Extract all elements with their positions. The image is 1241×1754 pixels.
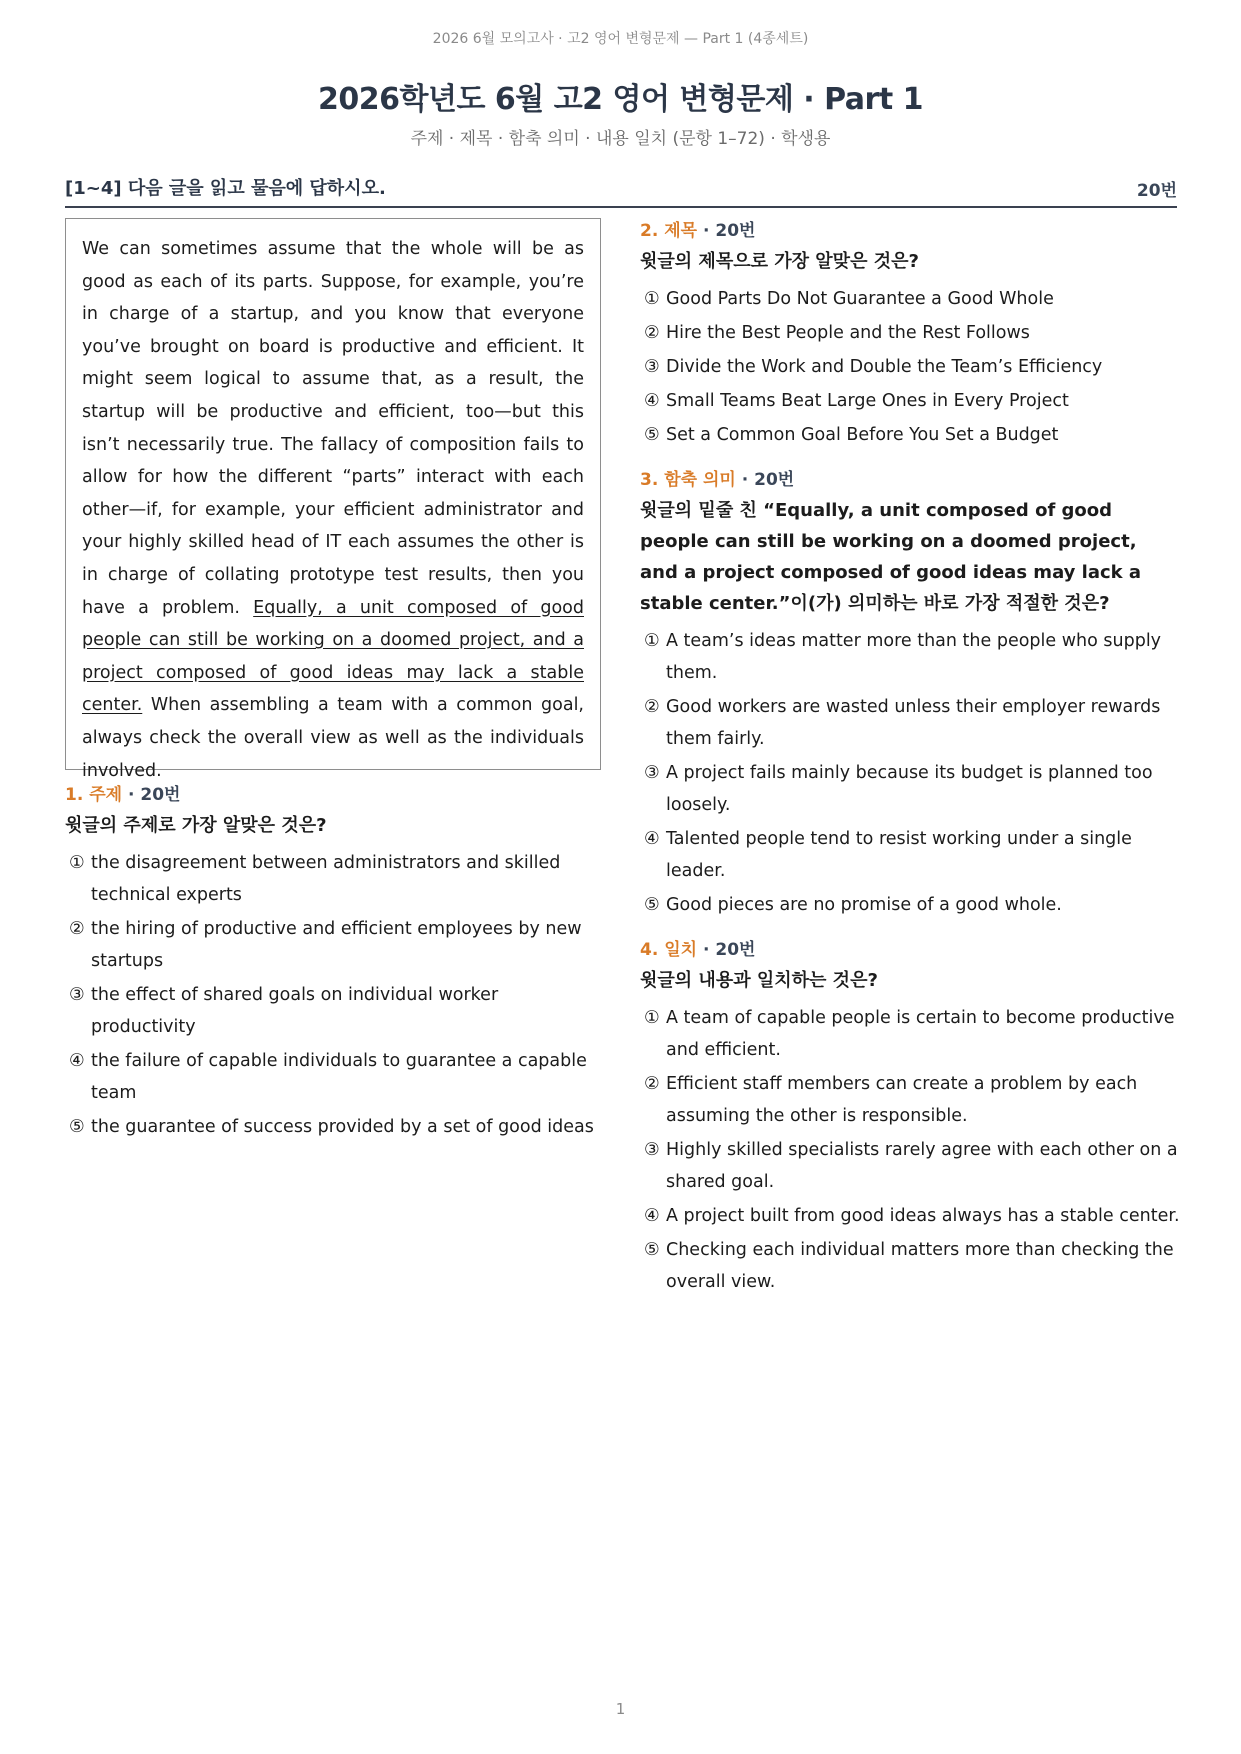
question-ref: 20번 xyxy=(140,785,181,805)
option-1[interactable] xyxy=(640,1002,1180,1066)
page-subtitle: 주제 · 제목 · 함축 의미 · 내용 일치 (문항 1–72) · 학생용 xyxy=(410,129,831,149)
question-label xyxy=(640,935,1180,965)
question-ref: 20번 xyxy=(715,221,756,241)
option-2[interactable] xyxy=(640,1068,1180,1132)
question-separator: · xyxy=(741,470,749,490)
section-header xyxy=(65,172,1177,208)
option-text: Good workers are wasted unless their employer rewards them fairly. xyxy=(666,697,1161,749)
option-3[interactable] xyxy=(65,979,605,1043)
option-mark: ④ xyxy=(644,829,660,849)
option-2[interactable] xyxy=(640,317,1180,349)
reading-passage xyxy=(65,218,601,781)
option-5[interactable] xyxy=(640,1234,1180,1298)
option-mark: ② xyxy=(644,323,660,343)
option-text: Highly skilled specialists rarely agree with each other on a shared goal. xyxy=(666,1140,1178,1192)
option-5[interactable] xyxy=(65,1111,605,1143)
left-column xyxy=(65,780,605,1157)
option-mark: ⑤ xyxy=(644,1240,660,1260)
option-mark: ③ xyxy=(644,357,660,377)
option-mark: ① xyxy=(644,631,660,651)
section-number: 20번 xyxy=(1136,181,1177,201)
question-1 xyxy=(65,780,605,1143)
option-5[interactable] xyxy=(640,419,1180,451)
option-mark: ⑤ xyxy=(69,1117,85,1137)
option-1[interactable] xyxy=(640,283,1180,315)
option-text: Checking each individual matters more than checking the overall view. xyxy=(666,1240,1174,1292)
option-text: Talented people tend to resist working under a single leader. xyxy=(666,829,1132,881)
option-mark: ③ xyxy=(644,763,660,783)
option-text: the guarantee of success provided by a set of good ideas xyxy=(91,1117,594,1137)
question-prompt: 윗글의 밑줄 친 “Equally, a unit composed of good people can still be working on a doomed project, and a project composed of good ideas may lack a stable center.”이(가) 의미하는 바로 가장 적절한 것은? xyxy=(640,500,1142,614)
option-mark: ① xyxy=(644,289,660,309)
option-mark: ③ xyxy=(644,1140,660,1160)
option-text: A project built from good ideas always has a stable center. xyxy=(666,1206,1180,1226)
question-number: 4. xyxy=(640,940,659,960)
question-type: 일치 xyxy=(664,940,698,960)
option-text: A team’s ideas matter more than the people who supply them. xyxy=(666,631,1162,683)
option-mark: ③ xyxy=(69,985,85,1005)
page-number: 1 xyxy=(615,1700,626,1718)
option-text: Efficient staff members can create a problem by each assuming the other is responsible. xyxy=(666,1074,1138,1126)
question-type: 함축 의미 xyxy=(664,470,736,490)
option-3[interactable] xyxy=(640,351,1180,383)
section-instruction: [1~4] 다음 글을 읽고 물음에 답하시오. xyxy=(65,178,386,199)
option-text: Good pieces are no promise of a good whole. xyxy=(666,895,1062,915)
option-4[interactable] xyxy=(640,823,1180,887)
option-text: Good Parts Do Not Guarantee a Good Whole xyxy=(666,289,1054,309)
question-label xyxy=(640,216,1180,246)
question-number: 1. xyxy=(65,785,84,805)
option-mark: ② xyxy=(644,697,660,717)
option-mark: ② xyxy=(69,919,85,939)
passage-text-before: We can sometimes assume that the whole will be as good as each of its parts. Suppose, for example, you’re in charge of a startup, and you know that everyone you’ve brought on board is productive and efficient. It might seem logical to assume that, as a result, the startup will be productive and efficient, too—but this isn’t necessarily true. The fallacy of composition fails to allow for how the different “parts” interact with each other—if, for example, your efficient administrator and your highly skilled head of IT each assumes the other is in charge of collating prototype test results, then you have a problem. xyxy=(82,239,584,618)
option-text: the disagreement between administrators and skilled technical experts xyxy=(91,853,561,905)
question-ref: 20번 xyxy=(715,940,756,960)
option-mark: ⑤ xyxy=(644,895,660,915)
right-column xyxy=(640,216,1180,1312)
question-type: 주제 xyxy=(89,785,123,805)
option-1[interactable] xyxy=(65,847,605,911)
option-text: Hire the Best People and the Rest Follows xyxy=(666,323,1030,343)
question-type: 제목 xyxy=(664,221,698,241)
option-text: the hiring of productive and efficient employees by new startups xyxy=(91,919,582,971)
question-label xyxy=(65,780,605,810)
question-prompt: 윗글의 제목으로 가장 알맞은 것은? xyxy=(640,251,919,272)
option-text: A project fails mainly because its budget is planned too loosely. xyxy=(666,763,1153,815)
question-ref: 20번 xyxy=(754,470,795,490)
option-mark: ① xyxy=(644,1008,660,1028)
option-4[interactable] xyxy=(65,1045,605,1109)
option-mark: ① xyxy=(69,853,85,873)
question-separator: · xyxy=(128,785,135,805)
option-5[interactable] xyxy=(640,889,1180,921)
question-4 xyxy=(640,935,1180,1298)
option-4[interactable] xyxy=(640,1200,1180,1232)
option-2[interactable] xyxy=(640,691,1180,755)
option-1[interactable] xyxy=(640,625,1180,689)
option-mark: ④ xyxy=(69,1051,85,1071)
option-mark: ② xyxy=(644,1074,660,1094)
question-3 xyxy=(640,465,1180,921)
option-4[interactable] xyxy=(640,385,1180,417)
question-prompt: 윗글의 주제로 가장 알맞은 것은? xyxy=(65,815,327,836)
question-label xyxy=(640,465,1180,495)
running-head: 2026 6월 모의고사 · 고2 영어 변형문제 — Part 1 (4종세트) xyxy=(432,31,809,47)
passage-underlined-sentence: Equally, a unit composed of good people can still be working on a doomed project, and a project composed of good ideas may lack a stable center. xyxy=(82,597,584,716)
option-mark: ⑤ xyxy=(644,425,660,445)
option-mark: ④ xyxy=(644,1206,660,1226)
option-mark: ④ xyxy=(644,391,660,411)
option-text: the effect of shared goals on individual worker productivity xyxy=(91,985,499,1037)
option-text: A team of capable people is certain to become productive and efficient. xyxy=(666,1008,1175,1060)
question-separator: · xyxy=(703,221,710,241)
question-2 xyxy=(640,216,1180,451)
option-2[interactable] xyxy=(65,913,605,977)
question-prompt: 윗글의 내용과 일치하는 것은? xyxy=(640,970,878,991)
question-separator: · xyxy=(703,940,710,960)
option-3[interactable] xyxy=(640,1134,1180,1198)
option-text: Set a Common Goal Before You Set a Budget xyxy=(666,425,1059,445)
option-text: the failure of capable individuals to guarantee a capable team xyxy=(91,1051,587,1103)
option-text: Small Teams Beat Large Ones in Every Project xyxy=(666,391,1069,411)
option-3[interactable] xyxy=(640,757,1180,821)
page-title: 2026학년도 6월 고2 영어 변형문제 · Part 1 xyxy=(318,82,923,117)
question-number: 3. xyxy=(640,470,659,490)
passage-text-after: When assembling a team with a common goal, always check the overall view as well as the individuals involved. xyxy=(82,695,584,781)
option-text: Divide the Work and Double the Team’s Efficiency xyxy=(666,357,1103,377)
question-number: 2. xyxy=(640,221,659,241)
